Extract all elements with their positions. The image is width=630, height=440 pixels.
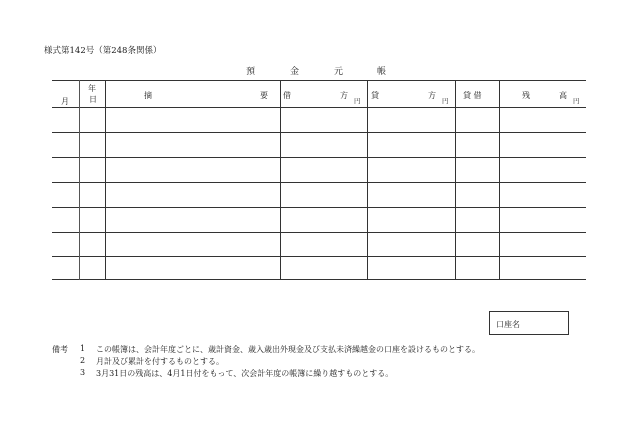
account-name-label: 口座名: [496, 320, 520, 329]
header-debit-credit: 貸 借: [463, 91, 482, 100]
header-balance-yen: 円: [573, 97, 580, 105]
header-balance-1: 残: [522, 91, 530, 100]
header-credit-2: 方: [428, 91, 436, 100]
row-border: [52, 232, 586, 233]
header-summary-1: 摘: [144, 91, 152, 100]
form-number: 様式第142号（第248条関係）: [44, 46, 162, 56]
column-border: [79, 80, 80, 280]
row-border: [52, 256, 586, 257]
header-debit-yen: 円: [354, 97, 361, 105]
row-border: [52, 107, 586, 108]
column-border: [499, 80, 500, 280]
header-summary-2: 要: [260, 91, 268, 100]
header-credit-yen: 円: [442, 97, 449, 105]
notes-label: 備考: [52, 345, 68, 354]
header-credit-1: 貸: [371, 91, 379, 100]
row-border: [52, 80, 586, 81]
account-name-box[interactable]: [489, 311, 569, 335]
column-border: [280, 80, 281, 280]
row-border: [52, 132, 586, 133]
header-year: 年: [88, 84, 96, 93]
title-char-2: 金: [290, 67, 300, 77]
header-debit-2: 方: [340, 91, 348, 100]
row-border: [52, 182, 586, 183]
title-char-4: 帳: [377, 67, 387, 77]
note-number-2: 2: [80, 356, 86, 365]
note-number-1: 1: [80, 344, 86, 353]
column-border: [455, 80, 456, 280]
header-day: 日: [89, 95, 97, 104]
note-number-3: 3: [80, 368, 86, 377]
title-char-1: 預: [246, 67, 256, 77]
row-border: [52, 157, 586, 158]
header-month: 月: [61, 97, 69, 106]
column-border: [367, 80, 368, 280]
note-text-3: 3月31日の残高は、4月1日付をもって、次会計年度の帳簿に繰り越すものとする。: [96, 369, 394, 378]
note-text-2: 月計及び累計を付するものとする。: [96, 357, 224, 366]
column-border: [105, 80, 106, 280]
note-text-1: この帳簿は、会計年度ごとに、歳計資金、歳入歳出外現金及び支払未済繰越金の口座を設けるものとする。: [96, 345, 480, 354]
row-border: [52, 207, 586, 208]
title-char-3: 元: [334, 67, 344, 77]
header-balance-2: 高: [559, 91, 567, 100]
ledger-table: [52, 80, 586, 280]
header-debit-1: 借: [283, 91, 291, 100]
row-border: [52, 279, 586, 280]
